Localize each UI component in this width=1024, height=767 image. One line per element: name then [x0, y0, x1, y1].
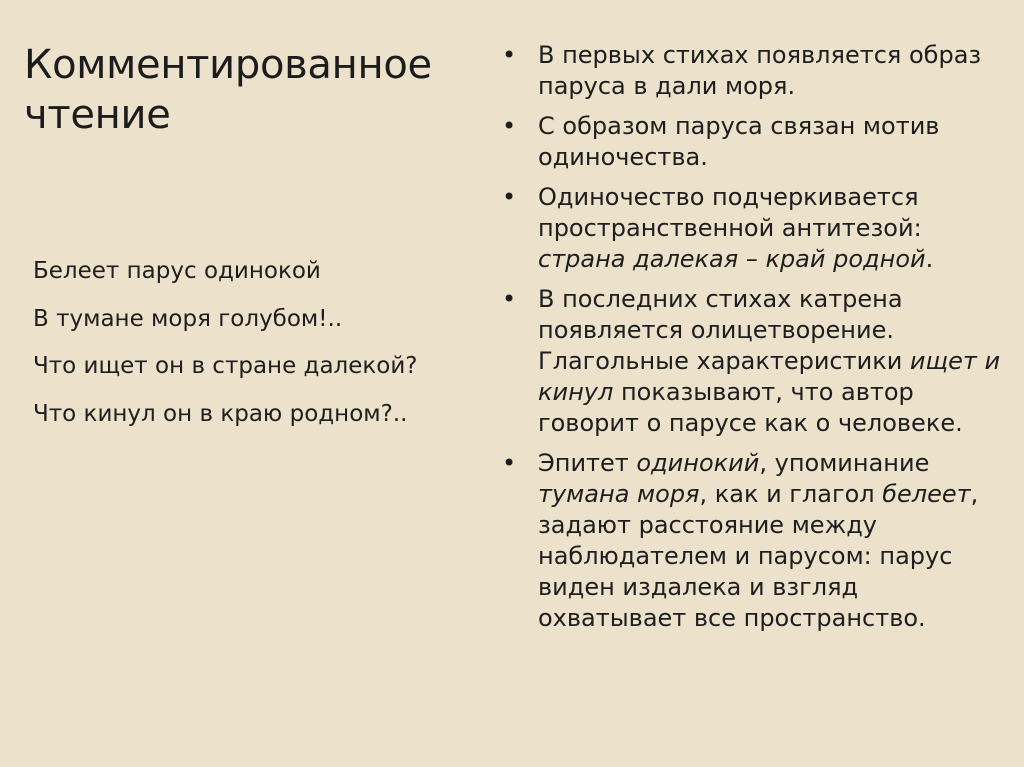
commentary-text: , задают расстояние между наблюдателем и парусом: парус виден издалека и взгляд охватывает все пространство. [538, 480, 979, 632]
commentary-text: Эпитет [538, 449, 637, 477]
bullet-icon: • [502, 183, 517, 211]
commentary-text: , как и глагол [699, 480, 883, 508]
commentary-item [500, 182, 1010, 275]
fog-quote: тумана моря [538, 480, 700, 508]
verb-quote: белеет [882, 480, 971, 508]
bullet-icon: • [502, 449, 517, 477]
commentary-list [500, 40, 1010, 643]
poem-line: В тумане моря голубом!.. [33, 305, 343, 332]
commentary-text: В первых стихах появляется образ паруса в дали моря. [538, 41, 982, 100]
commentary-item [500, 284, 1010, 439]
commentary-text: С образом паруса связан мотив одиночества. [538, 112, 940, 171]
poem-line: Что ищет он в стране далекой? [33, 353, 418, 379]
commentary-item [500, 448, 1010, 634]
slide-title: Комментированное чтение [24, 42, 432, 138]
commentary-item [500, 111, 1010, 173]
poem-line: Что кинул он в краю родном?.. [33, 400, 408, 427]
commentary-text: В последних стихах катрена появляется олицетворение. Глагольные характеристики [538, 285, 910, 375]
commentary-text: , упоминание [759, 449, 930, 477]
commentary-text: . [925, 245, 934, 273]
commentary-item [500, 40, 1010, 102]
poem-line: Белеет парус одинокой [33, 258, 321, 284]
poem-quote [33, 248, 503, 438]
commentary-text: Одиночество подчеркивается пространственной антитезой: [538, 183, 922, 242]
bullet-icon: • [502, 285, 517, 313]
verbs-quote: ищет и кинул [538, 347, 1001, 406]
commentary-text: показывают, что автор говорит о парусе как о человеке. [538, 378, 963, 437]
epithet-quote: одинокий [636, 449, 760, 477]
bullet-icon: • [502, 112, 517, 140]
bullet-icon: • [502, 41, 517, 69]
antithesis-quote: страна далекая – край родной [538, 245, 926, 273]
